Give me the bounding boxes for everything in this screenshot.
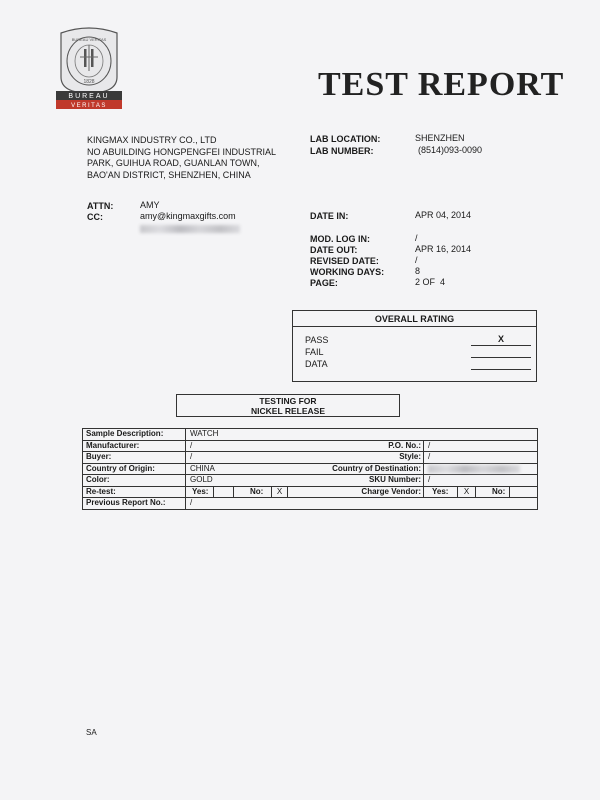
color-value: GOLD: [185, 475, 213, 486]
manufacturer-label: Manufacturer:: [86, 440, 140, 450]
retest-no-mark: X: [271, 487, 287, 498]
footer-code: SA: [86, 728, 97, 737]
charge-vendor-yes-label: Yes:: [423, 487, 457, 498]
charge-vendor-no-mark: [509, 487, 537, 498]
table-row: [83, 452, 537, 464]
table-row: [83, 464, 537, 476]
buyer-value: /: [185, 452, 192, 463]
redacted-text: [140, 225, 240, 233]
testing-for-line2: NICKEL RELEASE: [251, 406, 325, 416]
page-label: PAGE:: [310, 278, 338, 288]
attn-value: AMY: [140, 200, 160, 210]
charge-vendor-no-label: No:: [475, 487, 509, 498]
po-no-label: P.O. No.:: [388, 440, 421, 450]
retest-label: Re-test:: [86, 486, 116, 496]
manufacturer-value: /: [185, 441, 192, 452]
rating-fail-label: FAIL: [305, 347, 324, 357]
date-in-label: DATE IN:: [310, 211, 349, 221]
table-row: [83, 475, 537, 487]
retest-yes-label: Yes:: [185, 487, 235, 498]
rating-data-label: DATA: [305, 359, 328, 369]
page-title: TEST REPORT: [318, 66, 565, 103]
address-line: BAO'AN DISTRICT, SHENZHEN, CHINA: [87, 169, 251, 180]
bureau-veritas-logo: [56, 27, 122, 110]
address-line: KINGMAX INDUSTRY CO., LTD: [87, 135, 217, 145]
overall-rating-box: [292, 310, 537, 382]
cc-label: CC:: [87, 212, 103, 222]
country-of-origin-label: Country of Origin:: [86, 463, 155, 473]
table-row: [83, 487, 537, 499]
mod-log-in-label: MOD. LOG IN:: [310, 234, 370, 244]
country-of-destination-label: Country of Destination:: [332, 463, 421, 473]
date-out-value: APR 16, 2014: [415, 244, 472, 254]
table-row: [83, 498, 537, 509]
logo-band-bottom: VERITAS: [71, 103, 107, 109]
sample-description-label: Sample Description:: [86, 429, 164, 438]
table-row: [83, 441, 537, 453]
charge-vendor-label: Charge Vendor:: [361, 486, 421, 496]
logo-year: 1828: [83, 79, 95, 85]
page-value: 2 OF 4: [415, 277, 446, 287]
logo-ring-text: BUREAU VERITAS: [71, 37, 107, 42]
color-label: Color:: [86, 475, 110, 484]
rating-pass-label: PASS: [305, 335, 329, 345]
mod-log-in-value: /: [415, 233, 418, 243]
charge-vendor-yes-mark: X: [457, 487, 475, 498]
style-value: /: [423, 452, 537, 463]
style-label: Style:: [399, 452, 421, 461]
working-days-value: 8: [415, 266, 421, 276]
date-out-label: DATE OUT:: [310, 245, 358, 255]
cc-value: amy@kingmaxgifts.com: [140, 211, 236, 221]
working-days-label: WORKING DAYS:: [310, 267, 385, 277]
buyer-label: Buyer:: [86, 452, 112, 461]
lab-location-value: SHENZHEN: [415, 133, 465, 143]
address-line: PARK, GUIHUA ROAD, GUANLAN TOWN,: [87, 158, 260, 168]
previous-report-label: Previous Report No.:: [86, 498, 166, 507]
address-line: NO ABUILDING HONGPENGFEI INDUSTRIAL: [87, 146, 277, 157]
revised-date-label: REVISED DATE:: [310, 256, 379, 266]
logo-band-top: BUREAU: [68, 93, 110, 100]
revised-date-value: /: [415, 255, 418, 265]
client-address: [87, 135, 307, 181]
date-in-value: APR 04, 2014: [415, 210, 472, 220]
sample-description-value: WATCH: [185, 429, 537, 440]
redacted-text: [428, 465, 520, 473]
country-of-destination-value: [423, 464, 537, 475]
country-of-origin-value: CHINA: [185, 464, 215, 475]
sku-number-value: /: [423, 475, 537, 486]
table-row: [83, 429, 537, 441]
lab-number-label: LAB NUMBER:: [310, 146, 374, 156]
rating-pass-mark: X: [498, 334, 505, 344]
attn-label: ATTN:: [87, 201, 114, 211]
testing-for-box: [176, 394, 400, 417]
sku-number-label: SKU Number:: [368, 475, 421, 484]
lab-number-value: (8514)093-0090: [418, 145, 483, 155]
overall-rating-title: OVERALL RATING: [374, 314, 455, 324]
retest-no-label: No:: [233, 487, 273, 498]
retest-yes-mark: [213, 487, 233, 498]
sample-info-table: [82, 428, 538, 510]
testing-for-line1: TESTING FOR: [259, 396, 317, 406]
lab-location-label: LAB LOCATION:: [310, 134, 381, 144]
previous-report-value: /: [185, 498, 537, 509]
po-no-value: /: [423, 441, 537, 452]
